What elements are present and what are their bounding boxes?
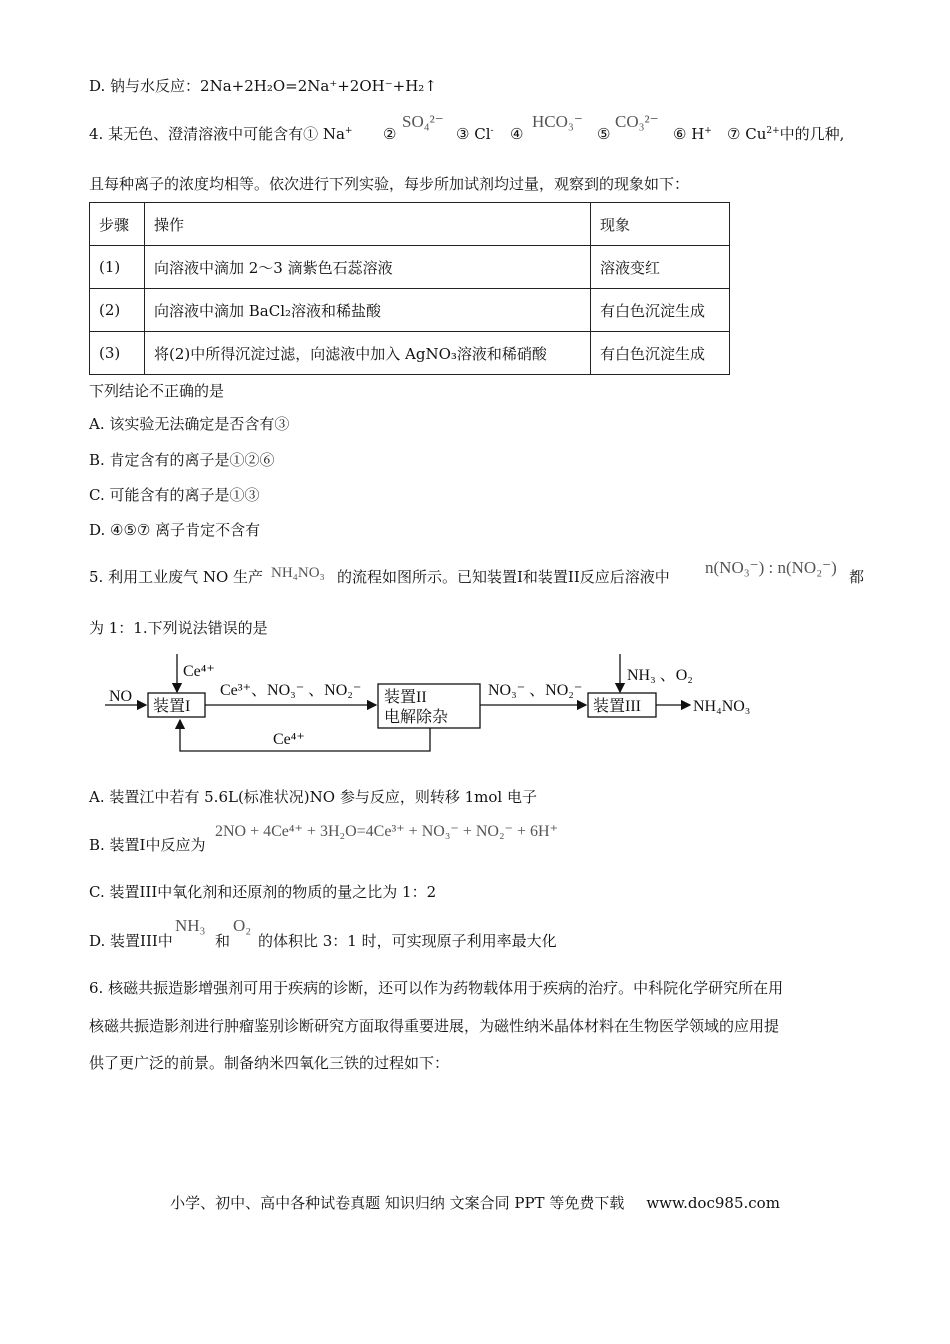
q4-option-a: A. 该实验无法确定是否含有③ bbox=[89, 415, 290, 433]
q5-option-b-prefix: B. 装置I中反应为 bbox=[89, 836, 206, 854]
q5-option-b-equation: 2NO + 4Ce⁴⁺ + 3H₂O=4Ce³⁺ + NO₃⁻ + NO₂⁻ + 6H⁺ bbox=[215, 823, 559, 840]
q4-h-charge: + bbox=[704, 126, 712, 136]
q4-option-b: B. 肯定含有的离子是①②⑥ bbox=[89, 451, 275, 469]
q5-nh4no3: NH₄NO₃ bbox=[271, 565, 325, 581]
q4-line2: 且每种离子的浓度均相等。依次进行下列实验，每步所加试剂均过量，观察到的现象如下： bbox=[89, 175, 690, 193]
q6-line-3: 供了更广泛的前景。制备纳米四氧化三铁的过程如下： bbox=[89, 1054, 450, 1072]
flow-ce4-top: Ce⁴⁺ bbox=[183, 663, 215, 680]
q6-line-2: 核磁共振造影剂进行肿瘤鉴别诊断研究方面取得重要进展，为磁性纳米晶体材料在生物医学领域的应用提 bbox=[89, 1017, 780, 1035]
q4-na-charge: + bbox=[344, 126, 353, 136]
cell-phenomenon: 有白色沉淀生成 bbox=[591, 332, 730, 375]
cell-step: (3) bbox=[90, 332, 145, 375]
device-1-label: 装置I bbox=[153, 698, 191, 715]
q4-option-c: C. 可能含有的离子是①③ bbox=[89, 486, 260, 504]
q4-ion6-text: ⑥ H bbox=[673, 125, 705, 143]
cell-operation: 向溶液中滴加 BaCl₂溶液和稀盐酸 bbox=[145, 289, 591, 332]
q5-option-d-and: 和 bbox=[215, 932, 231, 950]
q5-ratio: n(NO₃⁻) : n(NO₂⁻) bbox=[705, 558, 837, 577]
flow-return-label: Ce⁴⁺ bbox=[273, 731, 305, 748]
cell-operation: 将(2)中所得沉淀过滤，向滤液中加入 AgNO₃溶液和稀硝酸 bbox=[145, 332, 591, 375]
table-row bbox=[90, 289, 730, 332]
q5-option-d-o2: O₂ bbox=[233, 916, 252, 935]
header-phenomenon: 现象 bbox=[591, 203, 730, 246]
process-flow-diagram bbox=[0, 640, 950, 765]
q4-ion7-text: ⑦ Cu bbox=[727, 125, 767, 143]
q4-cu-charge: 2+ bbox=[766, 126, 780, 136]
q5-option-d-prefix: D. 装置III中 bbox=[89, 932, 173, 950]
q5-option-d-nh3: NH₃ bbox=[175, 916, 206, 935]
flow-arrow1-label: Ce³⁺、NO₃⁻ 、NO₂⁻ bbox=[220, 682, 362, 699]
q4-ion5-formula: CO₃²⁻ bbox=[615, 112, 659, 131]
q5-line2: 为 1：1.下列说法错误的是 bbox=[89, 619, 268, 637]
flow-output: NH₄NO₃ bbox=[693, 698, 751, 715]
q4-ion6 bbox=[673, 124, 712, 144]
q4-ion2-num: ② bbox=[383, 125, 397, 143]
page-footer bbox=[0, 1192, 950, 1213]
cell-operation: 向溶液中滴加 2～3 滴紫色石蕊溶液 bbox=[145, 246, 591, 289]
q5-option-d-suffix: 的体积比 3：1 时，可实现原子利用率最大化 bbox=[258, 932, 557, 950]
q4-intro bbox=[89, 124, 352, 144]
q5-option-a: A. 装置江中若有 5.6L(标准状况)NO 参与反应，则转移 1mol 电子 bbox=[89, 788, 537, 806]
flow-nh3-o2: NH₃ 、O₂ bbox=[627, 667, 693, 684]
q5-intro-a: 5. 利用工业废气 NO 生产 bbox=[89, 568, 264, 586]
q4-ion7-tail: 中的几种, bbox=[779, 125, 845, 143]
header-step: 步骤 bbox=[90, 203, 145, 246]
device-2-label-2: 电解除杂 bbox=[384, 709, 449, 726]
q4-ion3-text: ③ Cl bbox=[456, 125, 491, 143]
q4-ion7 bbox=[727, 124, 844, 144]
header-operation: 操作 bbox=[145, 203, 591, 246]
device-3-label: 装置III bbox=[593, 698, 641, 715]
q4-ion2-formula: SO₄²⁻ bbox=[402, 112, 444, 131]
cell-phenomenon: 溶液变红 bbox=[591, 246, 730, 289]
q4-ion4-num: ④ bbox=[510, 125, 524, 143]
device-2-label-1: 装置II bbox=[384, 689, 427, 706]
table-header-row bbox=[90, 203, 730, 246]
q4-intro-text: 4. 某无色、澄清溶液中可能含有① Na bbox=[89, 125, 345, 143]
q4-ion3 bbox=[456, 124, 494, 144]
experiment-table bbox=[89, 202, 730, 375]
q5-option-c: C. 装置III中氧化剂和还原剂的物质的量之比为 1：2 bbox=[89, 883, 437, 901]
q3-option-d: D. 钠与水反应：2Na+2H₂O=2Na⁺+2OH⁻+H₂↑ bbox=[89, 77, 437, 95]
flow-input-no: NO bbox=[109, 688, 133, 705]
q4-question: 下列结论不正确的是 bbox=[89, 382, 225, 400]
footer-text: 小学、初中、高中各种试卷真题 知识归纳 文案合同 PPT 等免费下载 bbox=[170, 1194, 625, 1212]
q4-ion4-formula: HCO₃⁻ bbox=[532, 112, 583, 131]
cell-phenomenon: 有白色沉淀生成 bbox=[591, 289, 730, 332]
table-row bbox=[90, 246, 730, 289]
q5-intro-c: 都 bbox=[849, 568, 865, 586]
cell-step: (1) bbox=[90, 246, 145, 289]
q4-option-d: D. ④⑤⑦ 离子肯定不含有 bbox=[89, 521, 261, 539]
q4-cl-charge: - bbox=[490, 126, 494, 136]
flow-arrow2-label: NO₃⁻ 、NO₂⁻ bbox=[488, 682, 583, 699]
footer-site-link[interactable]: www.doc985.com bbox=[646, 1194, 780, 1212]
q6-line-1: 6. 核磁共振造影增强剂可用于疾病的诊断，还可以作为药物载体用于疾病的治疗。中科院化学研究所在用 bbox=[89, 979, 784, 997]
q5-intro-b: 的流程如图所示。已知装置I和装置II反应后溶液中 bbox=[337, 568, 670, 586]
cell-step: (2) bbox=[90, 289, 145, 332]
table-row bbox=[90, 332, 730, 375]
q4-ion5-num: ⑤ bbox=[597, 125, 611, 143]
